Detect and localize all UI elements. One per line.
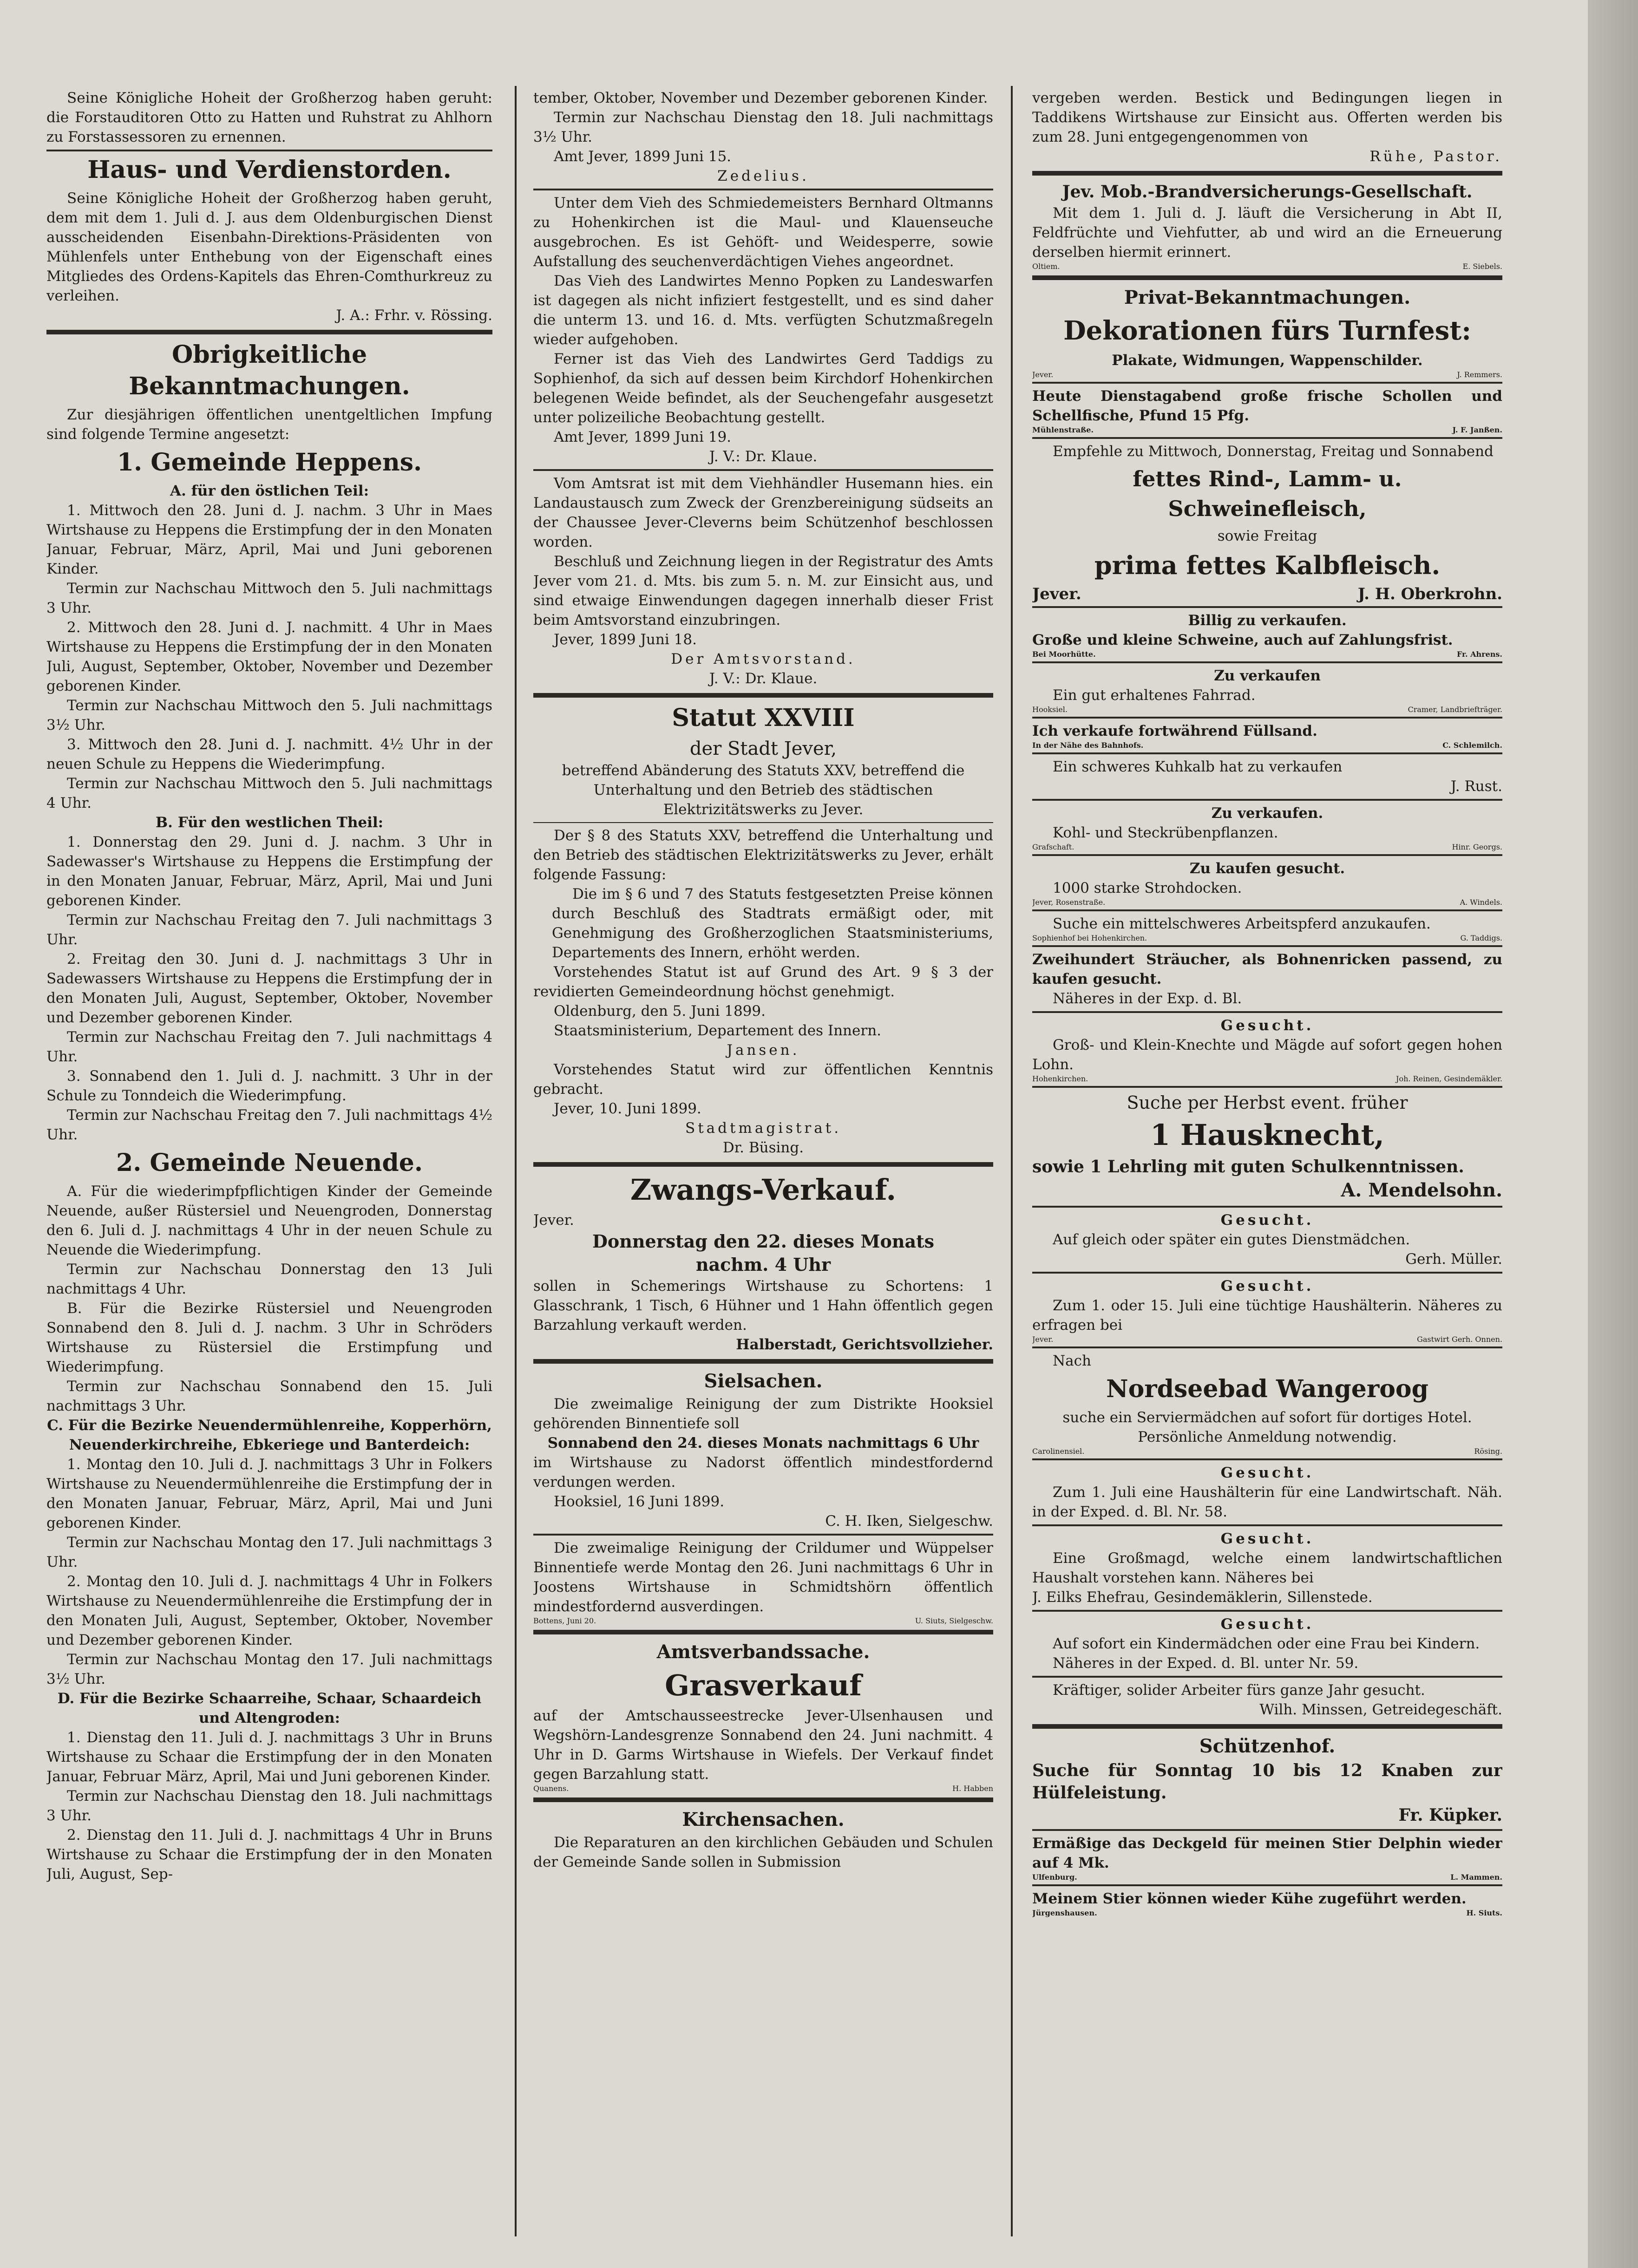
ad-heading: Ich verkaufe fortwährend Füllsand. (1032, 723, 1317, 739)
signature: H. Siuts. (1466, 1909, 1502, 1917)
paragraph: 2. Mittwoch den 28. Juni d. J. nachmitt. 4 Uhr in Maes Wirtshause zu Heppens die Erstimpfung der in den Monaten Juli, August, September, Oktober, November und Dezember geborenen Kinder. (46, 619, 492, 694)
separator (1032, 1829, 1502, 1831)
signature: J. V.: Dr. Klaue. (709, 670, 818, 687)
paragraph: auf der Amtschausseestrecke Jever-Ulsenhausen und Wegshörn-Landesgrenze Sonnabend den 24. Juni nachmitt. 4 Uhr in D. Garms Wirtshause in Wiefels. Der Verkauf findet gegen Barzahlung statt. (533, 1707, 993, 1783)
paragraph: 2. Montag den 10. Juli d. J. nachmittags 4 Uhr in Folkers Wirtshause zu Neuendermühlenreihe die Erstimpfung der in den Monaten Juli, August, September, Oktober, November und Dezember geborenen Kinder. (46, 1573, 492, 1648)
paragraph: sollen in Schemerings Wirtshause zu Schortens: 1 Glasschrank, 1 Tisch, 6 Hühner und 1 Hahn öffentlich gegen Barzahlung verkauft werden. (533, 1278, 993, 1333)
signature-row (1032, 843, 1502, 851)
paragraph: Vom Amtsrat ist mit dem Viehhändler Husemann hies. ein Landaustausch zum Zweck der Grenzbereinigung südseits an der Chaussee Jever-Cleverns beim Schützenhof beschlossen worden. (533, 475, 993, 550)
separator (1032, 382, 1502, 384)
signature: H. Habben (952, 1784, 993, 1793)
place: Jever. (1032, 370, 1054, 379)
signature-row (1032, 585, 1502, 603)
paragraph: Vorstehendes Statut wird zur öffentlichen Kenntnis gebracht. (533, 1061, 993, 1098)
paragraph: Unter dem Vieh des Schmiedemeisters Bernhard Oltmanns zu Hohenkirchen ist die Maul- und Klauenseuche ausgebrochen. Es ist Gehöft- und Weidesperre, sowie Aufstallung des seuchenverdächtigen Viehes angeordnet. (533, 195, 993, 270)
paragraph: Suche für Sonntag 10 bis 12 Knaben zur Hülfeleistung. (1032, 1761, 1502, 1803)
separator (533, 822, 993, 823)
separator (1032, 661, 1502, 663)
signature: Fr. Ahrens. (1456, 650, 1502, 659)
paragraph: Termin zur Nachschau Freitag den 7. Juli nachmittags 4 Uhr. (46, 1029, 492, 1065)
paragraph: 1. Mittwoch den 28. Juni d. J. nachm. 3 Uhr in Maes Wirtshause zu Heppens die Erstimpfung der in den Monaten Januar, Februar, März, April, Mai und Juni geborenen Kinder. (46, 502, 492, 577)
column-divider (1011, 86, 1013, 2236)
paragraph: Näheres in der Exped. d. Bl. unter Nr. 59. (1053, 1655, 1359, 1672)
signature-row (1032, 1909, 1502, 1917)
ad-heading: prima fettes Kalbfleisch. (1094, 550, 1441, 580)
ad-heading: Gesucht. (1220, 1017, 1314, 1034)
separator (1032, 1272, 1502, 1274)
signature: C. H. Iken, Sielgeschw. (825, 1513, 993, 1529)
signature: J. F. Janßen. (1452, 425, 1502, 434)
paragraph: 1. Dienstag den 11. Juli d. J. nachmittags 3 Uhr in Bruns Wirtshause zu Schaar die Erstimpfung der in den Monaten Januar, Februar März, April, Mai und Juni geborenen Kinder. (46, 1729, 492, 1785)
date-line: Bottens, Juni 20. (533, 1616, 596, 1625)
ad-heading: Zwangs-Verkauf. (630, 1173, 897, 1207)
date-highlight: Sonnabend den 24. dieses Monats nachmittags 6 Uhr (547, 1435, 979, 1451)
signature: E. Siebels. (1462, 262, 1502, 271)
separator (1032, 1346, 1502, 1348)
date-line: Oldenburg, den 5. Juni 1899. (554, 1003, 766, 1020)
separator (1032, 717, 1502, 719)
paragraph: vergeben werden. Bestick und Bedingungen liegen in Taddikens Wirtshause zur Einsicht aus. Offerten werden bis zum 28. Juni entgegengenommen von (1032, 90, 1502, 145)
signature: Rühe, Pastor. (1369, 148, 1502, 165)
paragraph: Die Reparaturen an den kirchlichen Gebäuden und Schulen der Gemeinde Sande sollen in Submission (533, 1834, 993, 1870)
signature: Stadtmagistrat. (685, 1120, 842, 1137)
paragraph: Kohl- und Steckrübenpflanzen. (1053, 824, 1278, 841)
paragraph: Beschluß und Zeichnung liegen in der Registratur des Amts Jever vom 21. d. Mts. bis zum 5. n. M. zur Einsicht aus, und sind etwaige Einwendungen dagegen innerhalb dieser Frist beim Amtsvorstand einzubringen. (533, 553, 993, 628)
ad-heading: Zu kaufen gesucht. (1189, 860, 1345, 877)
paragraph: Ermäßige das Deckgeld für meinen Stier Delphin wieder auf 4 Mk. (1032, 1835, 1502, 1871)
place: Hooksiel. (1032, 705, 1068, 714)
paragraph: 1. Montag den 10. Juli d. J. nachmittags 3 Uhr in Folkers Wirtshause zu Neuendermühlenreihe die Erstimpfung der in den Monaten Januar, Februar, März, April, Mai und Juni geborenen Kinder. (46, 1456, 492, 1531)
paragraph: Heute Dienstagabend große frische Schollen und Schellfische, Pfund 15 Pfg. (1032, 388, 1502, 424)
signature-row (533, 1616, 993, 1625)
date-highlight: Donnerstag den 22. dieses Monats (592, 1231, 935, 1252)
place: Ulfenburg. (1032, 1873, 1077, 1882)
signature: J. V.: Dr. Klaue. (709, 448, 818, 465)
paragraph: 1. Donnerstag den 29. Juni d. J. nachm. 3 Uhr in Sadewasser's Wirtshause zu Heppens die Erstimpfung der in den Monaten Januar, Februar, März, April, Mai und Juni geborenen Kinder. (46, 834, 492, 909)
subsection-heading: 1. Gemeinde Heppens. (117, 448, 422, 477)
ad-heading: Nordseebad Wangeroog (1106, 1375, 1428, 1403)
section-heading: Obrigkeitliche Bekanntmachungen. (129, 340, 410, 400)
signature-row (1032, 898, 1502, 907)
separator (533, 1162, 993, 1167)
separator (1032, 854, 1502, 856)
signature-row (1032, 262, 1502, 271)
section-heading: Privat-Bekanntmachungen. (1124, 287, 1411, 308)
signature: Dr. Büsing. (722, 1139, 804, 1156)
separator (46, 150, 492, 151)
ad-heading: Jev. Mob.-Brandversicherungs-Gesellschaft. (1062, 182, 1473, 202)
subheading: A. für den östlichen Teil: (170, 483, 369, 499)
paragraph: suche ein Serviermädchen auf sofort für dortiges Hotel. Persönliche Anmeldung notwendig. (1062, 1409, 1472, 1445)
paragraph: Termin zur Nachschau Mittwoch den 5. Juli nachmittags 4 Uhr. (46, 775, 492, 811)
paragraph: sowie 1 Lehrling mit guten Schulkenntnissen. (1032, 1157, 1464, 1176)
paragraph: Große und kleine Schweine, auch auf Zahlungsfrist. (1032, 632, 1453, 648)
paragraph: Termin zur Nachschau Freitag den 7. Juli nachmittags 3 Uhr. (46, 912, 492, 948)
separator (46, 330, 492, 334)
paragraph: Termin zur Nachschau Mittwoch den 5. Juli nachmittags 3½ Uhr. (46, 697, 492, 733)
paragraph: 2. Dienstag den 11. Juli d. J. nachmittags 4 Uhr in Bruns Wirtshause zu Schaar die Erstimpfung der in den Monaten Juli, August, Sep- (46, 1827, 492, 1882)
signature: J. H. Oberkrohn. (1357, 585, 1502, 603)
signature: Zedelius. (717, 168, 809, 184)
date-line: Hooksiel, 16 Juni 1899. (554, 1493, 725, 1510)
separator (1032, 1206, 1502, 1208)
date-highlight: nachm. 4 Uhr (695, 1254, 831, 1275)
place: In der Nähe des Bahnhofs. (1032, 741, 1144, 750)
signature: J. Rust. (1450, 778, 1502, 795)
separator (1032, 945, 1502, 947)
ad-heading: Gesucht. (1220, 1212, 1314, 1229)
ad-heading: Billig zu verkaufen. (1188, 612, 1347, 629)
appointment-notice: Seine Königliche Hoheit der Großherzog haben geruht: die Forstauditoren Otto zu Hatten und Ruhstrat zu Ahlhorn zu Forstassessoren zu ernennen. (46, 90, 492, 145)
place: Bei Moorhütte. (1032, 650, 1096, 659)
place: Jever. (1032, 585, 1081, 603)
date-line: Amt Jever, 1899 Juni 15. (554, 148, 732, 165)
ad-heading: Gesucht. (1220, 1278, 1314, 1294)
ad-heading: Zu verkaufen (1214, 667, 1321, 684)
place: Jürgenshausen. (1032, 1909, 1097, 1917)
paragraph: Kräftiger, solider Arbeiter fürs ganze Jahr gesucht. (1053, 1682, 1425, 1699)
date-line: Jever, 10. Juni 1899. (554, 1100, 701, 1117)
separator (533, 693, 993, 698)
paragraph: tember, Oktober, November und Dezember geborenen Kinder. (533, 90, 988, 106)
paragraph: Termin zur Nachschau Donnerstag den 13 Juli nachmittags 4 Uhr. (46, 1261, 492, 1297)
paragraph: Vorstehendes Statut ist auf Grund des Art. 9 § 3 der revidierten Gemeindeordnung höchst genehmigt. (533, 964, 993, 1000)
place: Oltiem. (1032, 262, 1060, 271)
paragraph: betreffend Abänderung des Statuts XXV, betreffend die Unterhaltung und den Betrieb des städtischen Elektrizitätswerks zu Jever. (562, 762, 965, 818)
paragraph: Staatsministerium, Departement des Innern. (554, 1022, 882, 1039)
signature-row (1032, 1447, 1502, 1456)
date-line: Amt Jever, 1899 Juni 19. (554, 429, 732, 445)
ad-heading: 1 Hausknecht, (1150, 1118, 1384, 1152)
paragraph: im Wirtshause zu Nadorst öffentlich mindestfordernd verdungen werden. (533, 1454, 993, 1490)
column-left (46, 88, 492, 2239)
ad-heading: Schützenhof. (1199, 1735, 1336, 1757)
place: Quanens. (533, 1784, 569, 1793)
paragraph: Termin zur Nachschau Sonnabend den 15. Juli nachmittags 3 Uhr. (46, 1378, 492, 1414)
ad-heading: Grasverkauf (665, 1668, 862, 1702)
date-line: Jever, 1899 Juni 18. (554, 631, 697, 648)
signature-row (1032, 425, 1502, 434)
place: Jever, Rosenstraße. (1032, 898, 1106, 907)
separator (1032, 909, 1502, 911)
page-edge-shadow (1588, 0, 1638, 2268)
signature: U. Siuts, Sielgeschw. (915, 1616, 993, 1625)
paragraph: sowie Freitag (1217, 528, 1317, 544)
paragraph: Die im § 6 und 7 des Statuts festgesetzten Preise können durch Beschluß des Stadtrats ermäßigt oder, mit Genehmigung des Großherzoglichen Staatsministeriums, Departements des Innern, erhöht werden. (552, 886, 993, 961)
signature: Rösing. (1474, 1447, 1502, 1456)
separator (1032, 606, 1502, 608)
section-heading: Kirchensachen. (682, 1809, 845, 1830)
signature: J. Remmers. (1457, 370, 1502, 379)
ad-heading: Gesucht. (1220, 1464, 1314, 1481)
paragraph: Suche ein mittelschweres Arbeitspferd anzukaufen. (1053, 915, 1431, 932)
paragraph: Termin zur Nachschau Montag den 17. Juli nachmittags 3½ Uhr. (46, 1651, 492, 1687)
separator (1032, 1676, 1502, 1678)
place: Sophienhof bei Hohenkirchen. (1032, 934, 1147, 942)
place: Carolinensiel. (1032, 1447, 1085, 1456)
separator (533, 1359, 993, 1364)
paragraph: Termin zur Nachschau Mittwoch den 5. Juli nachmittags 3 Uhr. (46, 580, 492, 616)
paragraph: Der § 8 des Statuts XXV, betreffend die Unterhaltung und den Betrieb des städtischen Elektrizitätswerks zu Jever, erhält folgende Fassung: (533, 827, 993, 883)
paragraph: 1000 starke Strohdocken. (1053, 880, 1242, 896)
paragraph: Termin zur Nachschau Montag den 17. Juli nachmittags 3 Uhr. (46, 1534, 492, 1570)
place: Jever. (533, 1212, 574, 1229)
paragraph: Auf gleich oder später ein gutes Dienstmädchen. (1053, 1231, 1410, 1248)
separator (533, 1797, 993, 1802)
paragraph: Zur diesjährigen öffentlichen unentgeltlichen Impfung sind folgende Termine angesetzt: (46, 406, 492, 443)
ad-heading: Dekorationen fürs Turnfest: (1063, 315, 1471, 346)
paragraph: Die zweimalige Reinigung der Crildumer und Wüppelser Binnentiefe werde Montag den 26. Juni nachmittags 6 Uhr in Joostens Wirtshause in Schmidtshörn öffentlich mindestfordernd ausverdingen. (533, 1540, 993, 1615)
separator (533, 189, 993, 190)
section-heading: Statut XXVIII (672, 704, 855, 732)
paragraph: Auf sofort ein Kindermädchen oder eine Frau bei Kindern. (1053, 1635, 1480, 1652)
subheading: Plakate, Widmungen, Wappenschilder. (1112, 352, 1423, 369)
signature-row (1032, 1335, 1502, 1344)
separator (1032, 1524, 1502, 1526)
separator (1032, 799, 1502, 801)
separator (533, 1534, 993, 1536)
signature: Halberstadt, Gerichtsvollzieher. (736, 1336, 993, 1353)
ad-heading: fettes Rind-, Lamm- u. Schweinefleisch, (1133, 466, 1402, 521)
paragraph: Zweihundert Sträucher, als Bohnenricken passend, zu kaufen gesucht. (1032, 951, 1502, 987)
paragraph: 3. Mittwoch den 28. Juni d. J. nachmitt. 4½ Uhr in der neuen Schule zu Heppens die Wiederimpfung. (46, 736, 492, 772)
section-heading: Amtsverbandssache. (656, 1641, 870, 1663)
paragraph: 2. Freitag den 30. Juni d. J. nachmittags 3 Uhr in Sadewassers Wirtshause zu Heppens die Erstimpfung der in den Monaten Juli, August, September, Oktober, November und Dezember geborenen Kinder. (46, 951, 492, 1026)
separator (1032, 171, 1502, 176)
signature: Cramer, Landbriefträger. (1408, 705, 1502, 714)
subheading: der Stadt Jever, (689, 738, 837, 759)
separator (1032, 1724, 1502, 1729)
paragraph: Ferner ist das Vieh des Landwirtes Gerd Taddigs zu Sophienhof, da sich auf dessen beim Kirchdorf Hohenkirchen belegenen Weide befindet, als der Seuchengefahr ausgesetzt unter polizeiliche Beobachtung gestellt. (533, 351, 993, 426)
signature: Gastwirt Gerh. Onnen. (1417, 1335, 1502, 1344)
subheading: B. Für den westlichen Theil: (155, 814, 384, 831)
paragraph: Zum 1. Juli eine Haushälterin für eine Landwirtschaft. Näh. in der Exped. d. Bl. Nr. 58. (1032, 1484, 1502, 1520)
separator (1032, 752, 1502, 754)
signature: Joh. Reinen, Gesindemäkler. (1396, 1074, 1502, 1083)
separator (1032, 1610, 1502, 1612)
separator (1032, 1884, 1502, 1886)
paragraph: Meinem Stier können wieder Kühe zugeführt werden. (1032, 1890, 1467, 1907)
subheading: D. Für die Bezirke Schaarreihe, Schaar, Schaardeich und Altengroden: (57, 1690, 482, 1726)
paragraph: Nach (1053, 1353, 1091, 1369)
signature: A. Mendelsohn. (1341, 1179, 1502, 1201)
separator (1032, 1086, 1502, 1088)
paragraph: Näheres in der Exp. d. Bl. (1053, 990, 1242, 1007)
paragraph: Termin zur Nachschau Freitag den 7. Juli nachmittags 4½ Uhr. (46, 1107, 492, 1143)
signature: A. Windels. (1460, 898, 1502, 907)
separator (533, 1630, 993, 1634)
signature-row (1032, 370, 1502, 379)
paragraph: Ein gut erhaltenes Fahrrad. (1053, 687, 1256, 704)
signature-row (1032, 1873, 1502, 1882)
paragraph: A. Für die wiederimpfpflichtigen Kinder der Gemeinde Neuende, außer Rüstersiel und Neuengroden, Donnerstag den 6. Juli d. J. nachmittags 4 Uhr in der neuen Schule zu Neuende die Wiederimpfung. (46, 1183, 492, 1258)
ad-heading: Gesucht. (1220, 1530, 1314, 1547)
column-middle (533, 88, 993, 2239)
separator (1032, 275, 1502, 280)
paragraph: Termin zur Nachschau Dienstag den 18. Juli nachmittags 3½ Uhr. (533, 109, 993, 145)
section-heading: Haus- und Verdienstorden. (87, 156, 452, 184)
paragraph: Die zweimalige Reinigung der zum Distrikte Hooksiel gehörenden Binnentiefe soll (533, 1396, 993, 1432)
place: Hohenkirchen. (1032, 1074, 1088, 1083)
subheading: C. Für die Bezirke Neuendermühlenreihe, Kopperhörn, Neuenderkirchreihe, Ebkeriege und Banterdeich: (47, 1417, 492, 1453)
place: Jever. (1032, 1335, 1054, 1344)
paragraph: Zum 1. oder 15. Juli eine tüchtige Haushälterin. Näheres zu erfragen bei (1032, 1297, 1502, 1333)
ad-heading: Zu verkaufen. (1211, 805, 1324, 822)
place: Mühlenstraße. (1032, 425, 1094, 434)
paragraph: Empfehle zu Mittwoch, Donnerstag, Freitag und Sonnabend (1053, 443, 1494, 460)
paragraph: Das Vieh des Landwirtes Menno Popken zu Landeswarfen ist dagegen als nicht infiziert festgestellt, und es sind daher die unterm 13. und 16. d. Mts. verfügten Schutzmaßregeln wieder aufgehoben. (533, 273, 993, 348)
signature: C. Schlemilch. (1442, 741, 1502, 750)
signature: Wilh. Minssen, Getreidegeschäft. (1259, 1701, 1502, 1718)
subsection-heading: 2. Gemeinde Neuende. (116, 1149, 423, 1177)
place: Grafschaft. (1032, 843, 1075, 851)
signature-row (1032, 934, 1502, 942)
section-heading: Sielsachen. (704, 1370, 823, 1392)
signature: Jansen. (727, 1042, 800, 1059)
separator (1032, 1458, 1502, 1460)
paragraph: B. Für die Bezirke Rüstersiel und Neuengroden Sonnabend den 8. Juli d. J. nachm. 3 Uhr in Schröders Wirtshause zu Rüstersiel die Erstimpfung und Wiederimpfung. (46, 1300, 492, 1375)
paragraph: Mit dem 1. Juli d. J. läuft die Versicherung in Abt II, Feldfrüchte und Viehfutter, ab und wird an die Erneuerung derselben hiermit erinnert. (1032, 205, 1502, 261)
paragraph: 3. Sonnabend den 1. Juli d. J. nachmitt. 3 Uhr in der Schule zu Tonndeich die Wiederimpfung. (46, 1068, 492, 1104)
signature-row (1032, 705, 1502, 714)
paragraph: Eine Großmagd, welche einem landwirtschaftlichen Haushalt vorstehen kann. Näheres bei (1032, 1550, 1502, 1586)
orden-text: Seine Königliche Hoheit der Großherzog haben geruht, dem mit dem 1. Juli d. J. aus dem Oldenburgischen Dienst ausscheidenden Eisenbahn-Direktions-Präsidenten von Mühlenfels unter Enthebung von der Eigenschaft eines Mitgliedes des Ordens-Kapitels das Ehren-Comthurkreuz zu verleihen. (46, 190, 492, 304)
separator (533, 469, 993, 471)
signature-row (1032, 650, 1502, 659)
column-right (1032, 88, 1502, 2239)
paragraph: Groß- und Klein-Knechte und Mägde auf sofort gegen hohen Lohn. (1032, 1037, 1502, 1073)
paragraph: Termin zur Nachschau Dienstag den 18. Juli nachmittags 3 Uhr. (46, 1788, 492, 1824)
signature-row (1032, 741, 1502, 750)
signature: J. Eilks Ehefrau, Gesindemäklerin, Sillenstede. (1032, 1589, 1373, 1606)
signature-row (1032, 1074, 1502, 1083)
paragraph: Ein schweres Kuhkalb hat zu verkaufen (1053, 758, 1343, 775)
signature-row (533, 1784, 993, 1793)
separator (1032, 437, 1502, 439)
signature: Gerh. Müller. (1405, 1251, 1502, 1268)
signature: Fr. Küpker. (1398, 1805, 1502, 1825)
signature: L. Mammen. (1450, 1873, 1502, 1882)
separator (1032, 1011, 1502, 1013)
signature: Hinr. Georgs. (1452, 843, 1502, 851)
paragraph: Suche per Herbst event. früher (1127, 1092, 1408, 1113)
signature: G. Taddigs. (1460, 934, 1502, 942)
ad-heading: Gesucht. (1220, 1616, 1314, 1633)
column-divider (515, 86, 517, 2236)
signature: Der Amtsvorstand. (671, 651, 856, 667)
signature: J. A.: Frhr. v. Rössing. (336, 307, 492, 324)
